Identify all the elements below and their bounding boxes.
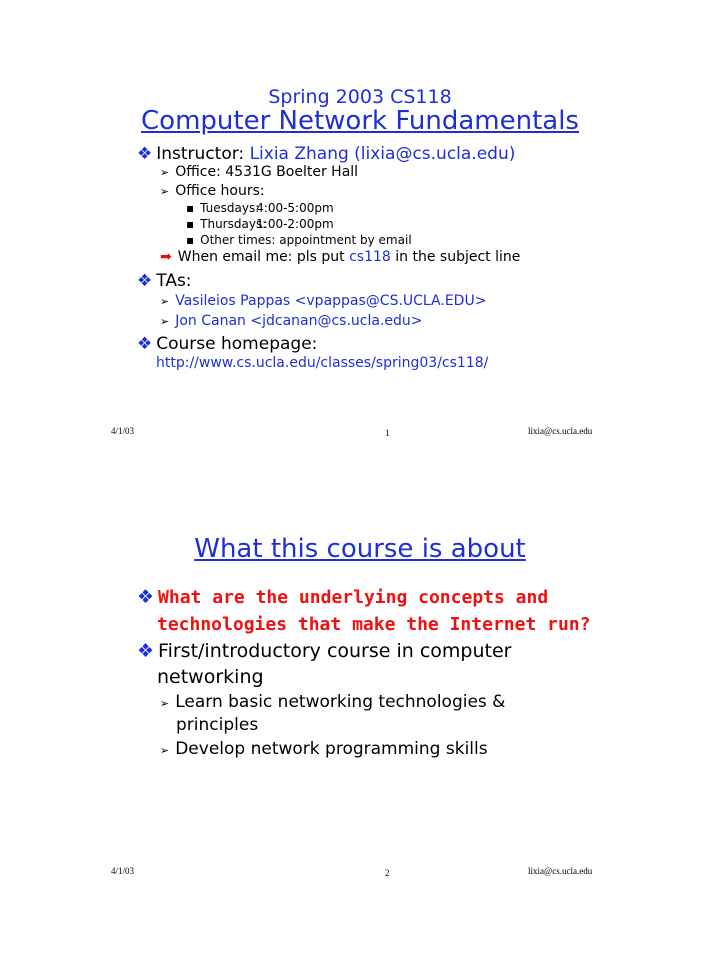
hours-time: 4:00-5:00pm	[256, 201, 334, 215]
hours-day: Thursdays:	[200, 217, 267, 231]
tas-label: TAs:	[156, 271, 192, 291]
question-line-2: technologies that make the Internet run?	[157, 614, 591, 635]
other-times-row	[186, 233, 412, 247]
sub1-line-2: principles	[176, 715, 259, 735]
hours-time: 1:00-2:00pm	[256, 217, 334, 231]
slide-title: What this course is about	[194, 534, 526, 564]
question-line-1: What are the underlying concepts and	[158, 587, 549, 608]
email-note	[160, 249, 520, 265]
instructor-bullet	[137, 144, 515, 164]
homepage-link[interactable]: http://www.cs.ucla.edu/classes/spring03/cs118/	[156, 355, 489, 371]
instructor-label: Instructor:	[156, 144, 245, 164]
instructor-value: Lixia Zhang (lixia@cs.ucla.edu)	[249, 144, 516, 164]
ta-item	[160, 293, 486, 309]
ta-name: Vasileios Pappas <vpappas@CS.UCLA.EDU>	[175, 293, 487, 309]
course-bullet	[137, 640, 512, 662]
square-bullet-icon: ▪	[186, 201, 195, 215]
chevron-bullet-icon: ➢	[160, 185, 170, 198]
other-times-text: Other times: appointment by email	[200, 233, 412, 247]
office-hours-label: Office hours:	[175, 183, 265, 199]
office-hours-item	[160, 183, 265, 199]
homepage-bullet	[137, 334, 317, 354]
slide-title: Computer Network Fundamentals	[141, 106, 579, 136]
chevron-bullet-icon: ➢	[160, 744, 170, 757]
sub-item	[160, 739, 488, 759]
office-text: Office: 4531G Boelter Hall	[175, 164, 359, 180]
chevron-bullet-icon: ➢	[160, 166, 170, 179]
footer-email: lixia@cs.ucla.edu	[528, 426, 593, 436]
email-note-prefix: When email me: pls put	[177, 249, 345, 265]
question-continuation	[157, 613, 590, 635]
slide-2	[0, 470, 720, 910]
chevron-bullet-icon: ➢	[160, 697, 170, 710]
diamond-bullet-icon: ❖	[137, 334, 153, 354]
chevron-bullet-icon: ➢	[160, 315, 170, 328]
slide-1	[0, 0, 720, 440]
slide-supertitle: Spring 2003 CS118	[268, 86, 452, 108]
diamond-bullet-icon: ❖	[137, 586, 155, 608]
ta-name: Jon Canan <jdcanan@cs.ucla.edu>	[175, 313, 423, 329]
course-line-1: First/introductory course in computer	[158, 640, 512, 662]
tas-bullet	[137, 271, 192, 291]
course-line-2: networking	[157, 666, 264, 688]
office-item	[160, 164, 358, 180]
footer-email: lixia@cs.ucla.edu	[528, 866, 593, 876]
diamond-bullet-icon: ❖	[137, 144, 153, 164]
footer-page: 1	[385, 428, 390, 438]
email-note-keyword: cs118	[349, 249, 391, 265]
footer-date: 4/1/03	[111, 426, 135, 436]
footer-date: 4/1/03	[111, 866, 135, 876]
hours-row	[186, 217, 334, 231]
red-arrow-icon: ➡	[160, 249, 172, 265]
diamond-bullet-icon: ❖	[137, 640, 155, 662]
sub-item	[160, 692, 505, 712]
footer-page: 2	[385, 868, 390, 878]
homepage-label: Course homepage:	[156, 334, 318, 354]
hours-row	[186, 201, 334, 215]
chevron-bullet-icon: ➢	[160, 295, 170, 308]
email-note-suffix: in the subject line	[395, 249, 521, 265]
ta-item	[160, 313, 423, 329]
sub2-text: Develop network programming skills	[175, 739, 488, 759]
diamond-bullet-icon: ❖	[137, 271, 153, 291]
question-bullet	[137, 586, 548, 608]
square-bullet-icon: ▪	[186, 233, 195, 247]
sub1-line-1: Learn basic networking technologies &	[175, 692, 506, 712]
hours-day: Tuesdays:	[200, 201, 260, 215]
square-bullet-icon: ▪	[186, 217, 195, 231]
